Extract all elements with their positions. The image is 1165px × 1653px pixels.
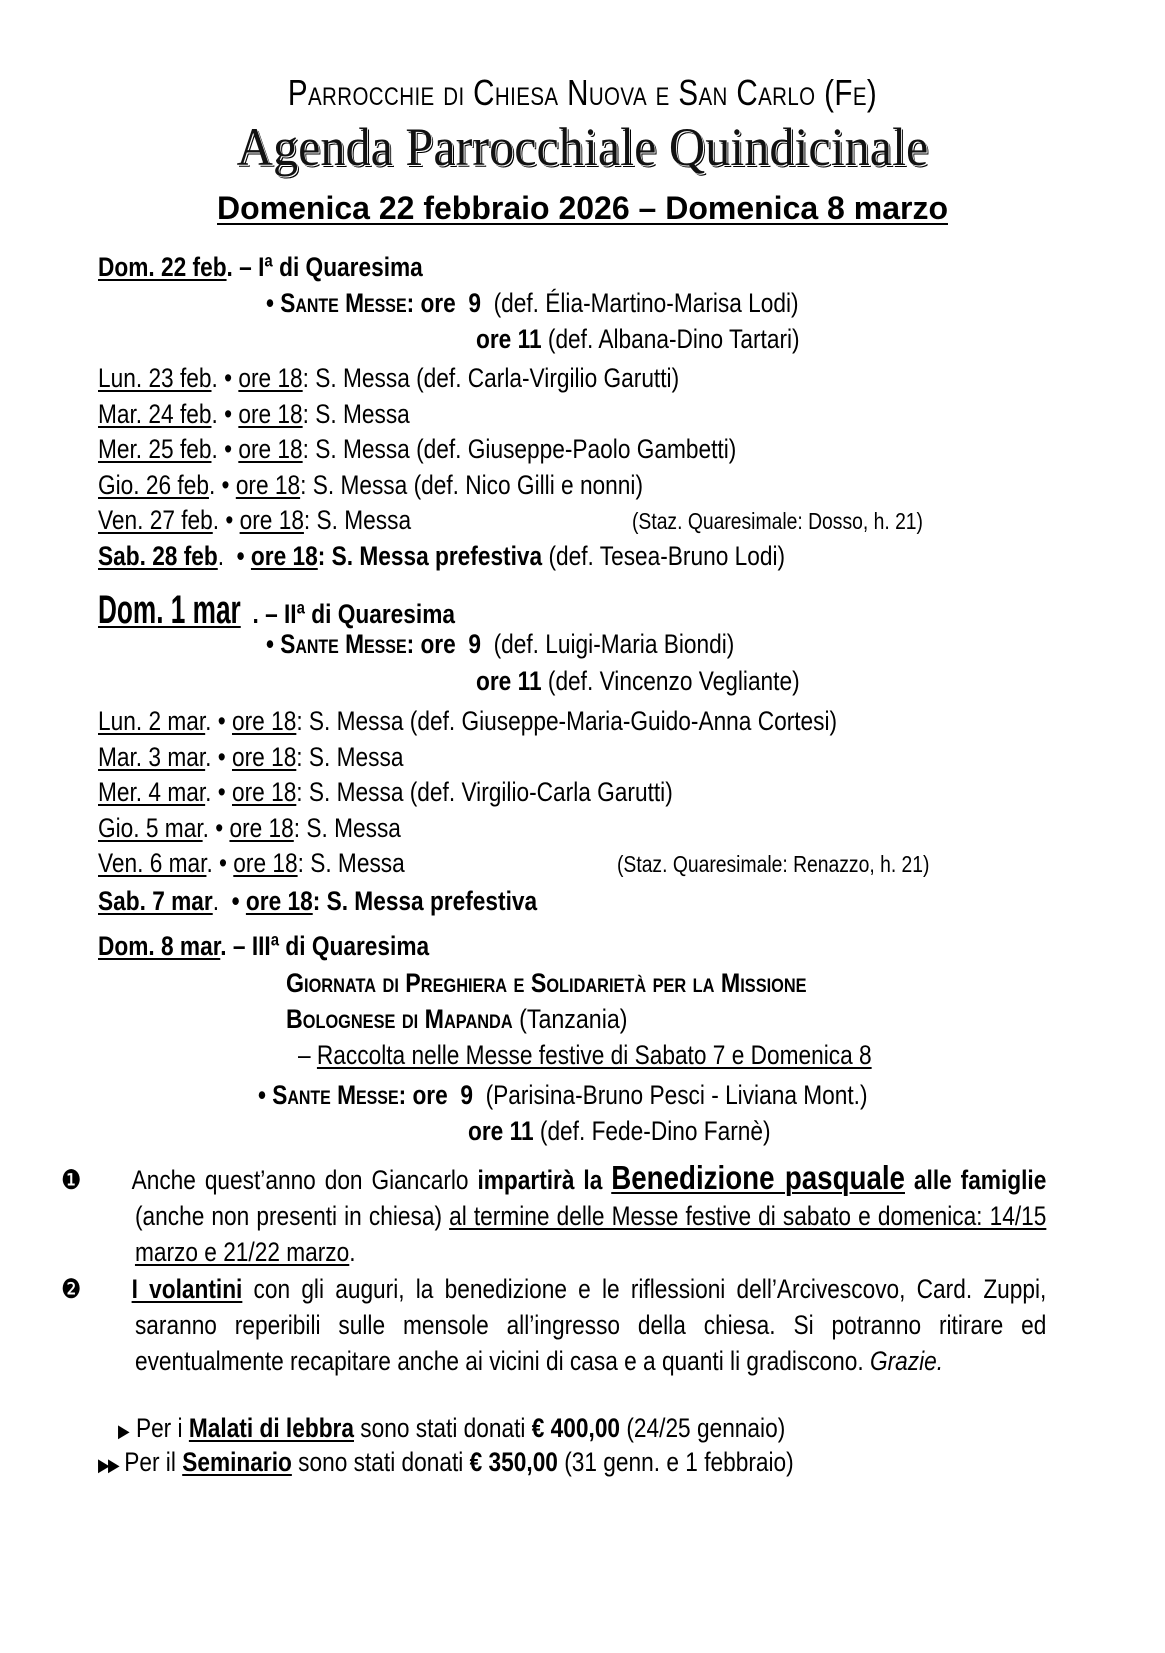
note-highlight: I volantini — [131, 1274, 243, 1304]
mass-time: ore 18 — [238, 434, 303, 464]
mass-time: ore 18 — [238, 398, 303, 429]
mass-event: : S. Messa prefestiva — [312, 886, 538, 916]
weekday-row: Gio. 26 feb. • ore 18: S. Messa (def. Nico Gilli e nonni) — [98, 469, 644, 500]
weekday-row: Ven. 6 mar. • ore 18: S. Messa — [98, 848, 405, 878]
stazione-quaresimale-note — [617, 853, 989, 876]
number-1-icon: ❶ — [61, 1165, 82, 1195]
saturday-2-row: Sab. 7 mar. • ore 18: S. Messa prefestiva — [98, 886, 538, 916]
raccolta-text: Raccolta nelle Messe festive di Sabato 7 e Domenica 8 — [316, 1040, 872, 1070]
giornata-title: Bolognese di Mapanda — [286, 1004, 513, 1034]
sunday-3-header: Dom. 8 mar. – IIIª di Quaresima — [98, 931, 430, 961]
day-date: Lun. 2 mar — [98, 706, 206, 736]
day-date: Sab. 7 mar — [98, 886, 213, 916]
note-bold: impartirà la — [477, 1165, 612, 1195]
donation-2 — [98, 1449, 926, 1476]
sunday-3-title: – IIIª di Quaresima — [232, 931, 430, 961]
mass-note: (def. Nico Gilli e nonni) — [413, 469, 644, 500]
number-2-icon: ❷ — [61, 1274, 82, 1304]
double-arrow-right-icon: ▶▶ — [98, 1455, 118, 1475]
mass-time: ore 18 — [231, 741, 297, 772]
page-title: Agenda Parrocchiale Quindicinale — [236, 117, 929, 177]
note-text: (anche non presenti in chiesa) — [134, 1201, 450, 1231]
mass-event: : S. Messa — [302, 363, 410, 393]
mass-time: ore 18 — [232, 706, 297, 736]
note-highlight: Benedizione pasquale — [611, 1159, 905, 1196]
mass-time: ore 18 — [250, 541, 318, 571]
weekday-row: Gio. 5 mar. • ore 18: S. Messa — [98, 812, 401, 843]
weekday-row: Mer. 25 feb. • ore 18: S. Messa (def. Giuseppe-Paolo Gambetti) — [98, 434, 737, 464]
sunday-1-title: – Iª di Quaresima — [239, 252, 423, 282]
masses-label: • Sante Messe: — [266, 629, 415, 659]
mass-time: ore 18 — [239, 505, 304, 535]
sunday-3-mass-2 — [468, 1118, 828, 1145]
sunday-2-header: Dom. 1 mar . – IIª di Quaresima — [98, 588, 455, 632]
mass-event: : S. Messa — [303, 505, 412, 535]
mass-note: (def. Luigi-Maria Biondi) — [493, 629, 735, 659]
note-text: . — [349, 1237, 356, 1267]
mass-time: ore 18 — [245, 886, 313, 916]
day-date: Mer. 25 feb — [98, 434, 212, 464]
giornata-title: Giornata di Preghiera e Solidarietà per la Missione — [286, 968, 807, 998]
donation-cause: Malati di lebbra — [188, 1413, 354, 1443]
dash: – — [298, 1040, 317, 1070]
mass-time: ore 18 — [235, 469, 301, 500]
mass-note: (Parisina-Bruno Pesci - Liviana Mont.) — [485, 1080, 868, 1110]
mass-time: ore 18 — [231, 777, 297, 807]
day-date: Ven. 6 mar — [98, 848, 207, 878]
weekday-row: Mar. 3 mar. • ore 18: S. Messa — [98, 741, 404, 772]
extra-note: (Staz. Quaresimale: Renazzo, h. 21) — [617, 851, 930, 877]
donation-text: Per i — [135, 1413, 189, 1443]
mass-note: (def. Virgilio-Carla Garutti) — [409, 777, 673, 807]
date-range: Domenica 22 febbraio 2026 – Domenica 8 marzo — [217, 190, 948, 226]
sunday-2-title: – IIª di Quaresima — [265, 599, 455, 629]
donation-1 — [118, 1415, 912, 1442]
saturday-1-row: Sab. 28 feb. • ore 18: S. Messa prefestiva (def. Tesea-Bruno Lodi) — [98, 541, 786, 571]
donation-text: Per il — [124, 1447, 183, 1477]
stazione-quaresimale-note — [632, 510, 978, 533]
day-date: Lun. 23 feb — [98, 363, 212, 393]
sunday-3-mass-1 — [258, 1082, 984, 1109]
mass-time: ore 18 — [233, 848, 298, 878]
mass-note: (def. Giuseppe-Maria-Guido-Anna Cortesi) — [409, 706, 838, 736]
sunday-2-mass-1 — [266, 631, 824, 658]
mass-note: (def. Carla-Virgilio Garutti) — [416, 363, 680, 393]
sunday-2-date: Dom. 1 mar — [98, 588, 241, 632]
sunday-2-mass-2 — [476, 668, 861, 695]
mass-time: ore 9 — [420, 629, 481, 659]
mass-note: (def. Tesea-Bruno Lodi) — [548, 541, 786, 571]
note-text: Anche quest’anno don Giancarlo — [131, 1165, 478, 1195]
mass-note: (def. Albana-Dino Tartari) — [547, 324, 800, 354]
sunday-3-date: Dom. 8 mar — [98, 931, 221, 961]
weekday-row: Mar. 24 feb. • ore 18: S. Messa — [98, 398, 410, 429]
note-2 — [61, 1271, 1165, 1379]
giornata-line-1 — [286, 970, 891, 997]
giornata-country: (Tanzania) — [519, 1004, 628, 1034]
day-date: Mar. 3 mar — [98, 741, 206, 772]
donation-text: sono stati donati — [353, 1413, 532, 1443]
mass-note: (def. Giuseppe-Paolo Gambetti) — [416, 434, 737, 464]
mass-event: : S. Messa — [296, 777, 404, 807]
masses-label: • Sante Messe: — [258, 1080, 407, 1110]
weekday-row: Ven. 27 feb. • ore 18: S. Messa — [98, 505, 412, 535]
sunday-1-mass-2 — [476, 326, 861, 353]
note-bold: alle famiglie — [913, 1165, 1047, 1195]
mass-event: : S. Messa — [296, 706, 404, 736]
masses-label: • Sante Messe: — [266, 288, 415, 318]
mass-event: : S. Messa — [302, 398, 410, 429]
note-underlined: al termine delle Messe festive di sabato e domenica: 14/15 marzo e 21/22 marzo — [134, 1201, 1047, 1267]
mass-event: : S. Messa prefestiva — [317, 541, 543, 571]
mass-event: : S. Messa — [300, 469, 408, 500]
day-date: Gio. 26 feb — [98, 469, 209, 500]
mass-event: : S. Messa — [302, 434, 410, 464]
mass-time: ore 11 — [476, 666, 542, 696]
extra-note: (Staz. Quaresimale: Dosso, h. 21) — [632, 508, 923, 534]
raccolta-line — [298, 1042, 981, 1069]
sunday-1-header: Dom. 22 feb. – Iª di Quaresima — [98, 252, 423, 282]
day-date: Gio. 5 mar — [98, 812, 203, 843]
sunday-1-mass-1 — [266, 290, 900, 317]
weekday-row: Mer. 4 mar. • ore 18: S. Messa (def. Virgilio-Carla Garutti) — [98, 777, 673, 807]
mass-time: ore 9 — [412, 1080, 473, 1110]
donation-amount: € 400,00 — [531, 1413, 621, 1443]
parish-name: Parrocchie di Chiesa Nuova e San Carlo (Fe) — [287, 72, 878, 113]
mass-time: ore 11 — [476, 324, 542, 354]
mass-event: : S. Messa — [297, 848, 405, 878]
donation-cause: Seminario — [182, 1447, 292, 1477]
donation-date: (31 genn. e 1 febbraio) — [557, 1447, 794, 1477]
note-thanks: Grazie. — [869, 1346, 944, 1376]
mass-time: ore 11 — [468, 1116, 534, 1146]
mass-time: ore 9 — [420, 288, 481, 318]
mass-time: ore 18 — [229, 812, 294, 843]
arrow-right-icon: ▶ — [118, 1421, 130, 1441]
day-date: Mer. 4 mar — [98, 777, 206, 807]
mass-event: : S. Messa — [293, 812, 401, 843]
weekday-row: Lun. 2 mar. • ore 18: S. Messa (def. Giuseppe-Maria-Guido-Anna Cortesi) — [98, 706, 838, 736]
donation-date: (24/25 gennaio) — [620, 1413, 786, 1443]
weekday-row: Lun. 23 feb. • ore 18: S. Messa (def. Carla-Virgilio Garutti) — [98, 363, 680, 393]
giornata-line-2 — [286, 1006, 683, 1033]
mass-time: ore 18 — [238, 363, 303, 393]
note-text: con gli auguri, la benedizione e le riflessioni dell’Arcivescovo, Card. Zuppi, saranno reperibili sulle mensole all’ingresso della chiesa. Si potranno ritirare ed eventualmente recapitare anche ai vicini di casa e a quanti li gradiscono. — [134, 1274, 1047, 1376]
mass-note: (def. Élia-Martino-Marisa Lodi) — [493, 288, 799, 318]
day-date: Ven. 27 feb — [98, 505, 213, 535]
day-date: Sab. 28 feb — [98, 541, 218, 571]
donation-text: sono stati donati — [291, 1447, 470, 1477]
note-1 — [61, 1159, 1165, 1270]
day-date: Mar. 24 feb — [98, 398, 212, 429]
mass-note: (def. Vincenzo Vegliante) — [547, 666, 800, 696]
donation-amount: € 350,00 — [469, 1447, 558, 1477]
sunday-1-date: Dom. 22 feb — [98, 252, 227, 282]
mass-event: : S. Messa — [296, 741, 404, 772]
mass-note: (def. Fede-Dino Farnè) — [539, 1116, 771, 1146]
